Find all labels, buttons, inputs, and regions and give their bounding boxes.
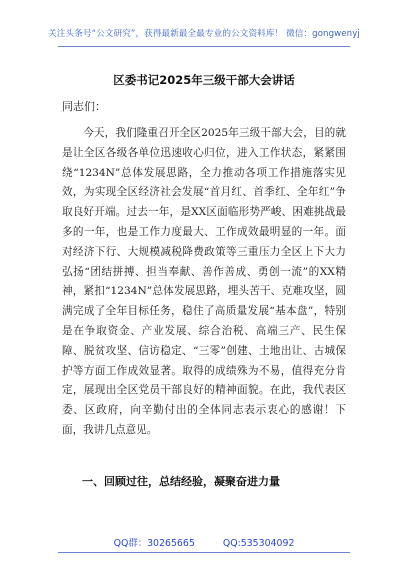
header-divider: [58, 46, 350, 47]
header-banner: 关注头条号“公文研究”，获得最新最全最专业的公文资料库！ 微信：gongwenyj: [48, 29, 360, 39]
document-title: 区委书记2025年三级干部大会讲话: [113, 73, 295, 87]
salutation: 同志们：: [62, 100, 106, 113]
footer-divider: [58, 552, 350, 553]
footer-qq-group: QQ群：30265665: [113, 538, 195, 549]
footer-qq-contact: QQ:535304092: [222, 538, 295, 549]
body-paragraph: 今天，我们隆重召开全区2025年三级干部大会，目的就是让全区各级各单位迅速收心归位，进入工作状态，紧紧围绕“1234N”总体发展思路，全力推动各项工作措施落实见效，为实现全区经济社会发展“首月红、首季红、全年红”争取良好开端。过去一年，是XX区面临形势严峻、困难挑战最多的一年，也是工作力度最大、工作成效最明显的一年。面对经济下行、大规模减税降费政策等三重压力全区上下大力弘扬“团结拼搏、担当奉献、善作善成、勇创一流”的XX精神，紧扣“1234N”总体发展思路，埋头苦干、克难攻坚，圆满完成了全年目标任务，稳住了高质量发展“基本盘”，特别是在争取资金、产业发展、综合治税、高端三产、民生保障、脱贫攻坚、信访稳定、“三零”创建、土地出让、古城保护等方面工作成效显著。取得的成绩殊为不易，值得充分肯定，展现出全区党员干部良好的精神面貌。在此，我代表区委、区政府，向辛勤付出的全体同志表示衷心的感谢！下面，我讲几点意见。: [62, 127, 346, 436]
section-heading: 一、回顾过往，总结经验，凝聚奋进力量: [82, 475, 280, 488]
footer-contacts: [0, 535, 408, 549]
